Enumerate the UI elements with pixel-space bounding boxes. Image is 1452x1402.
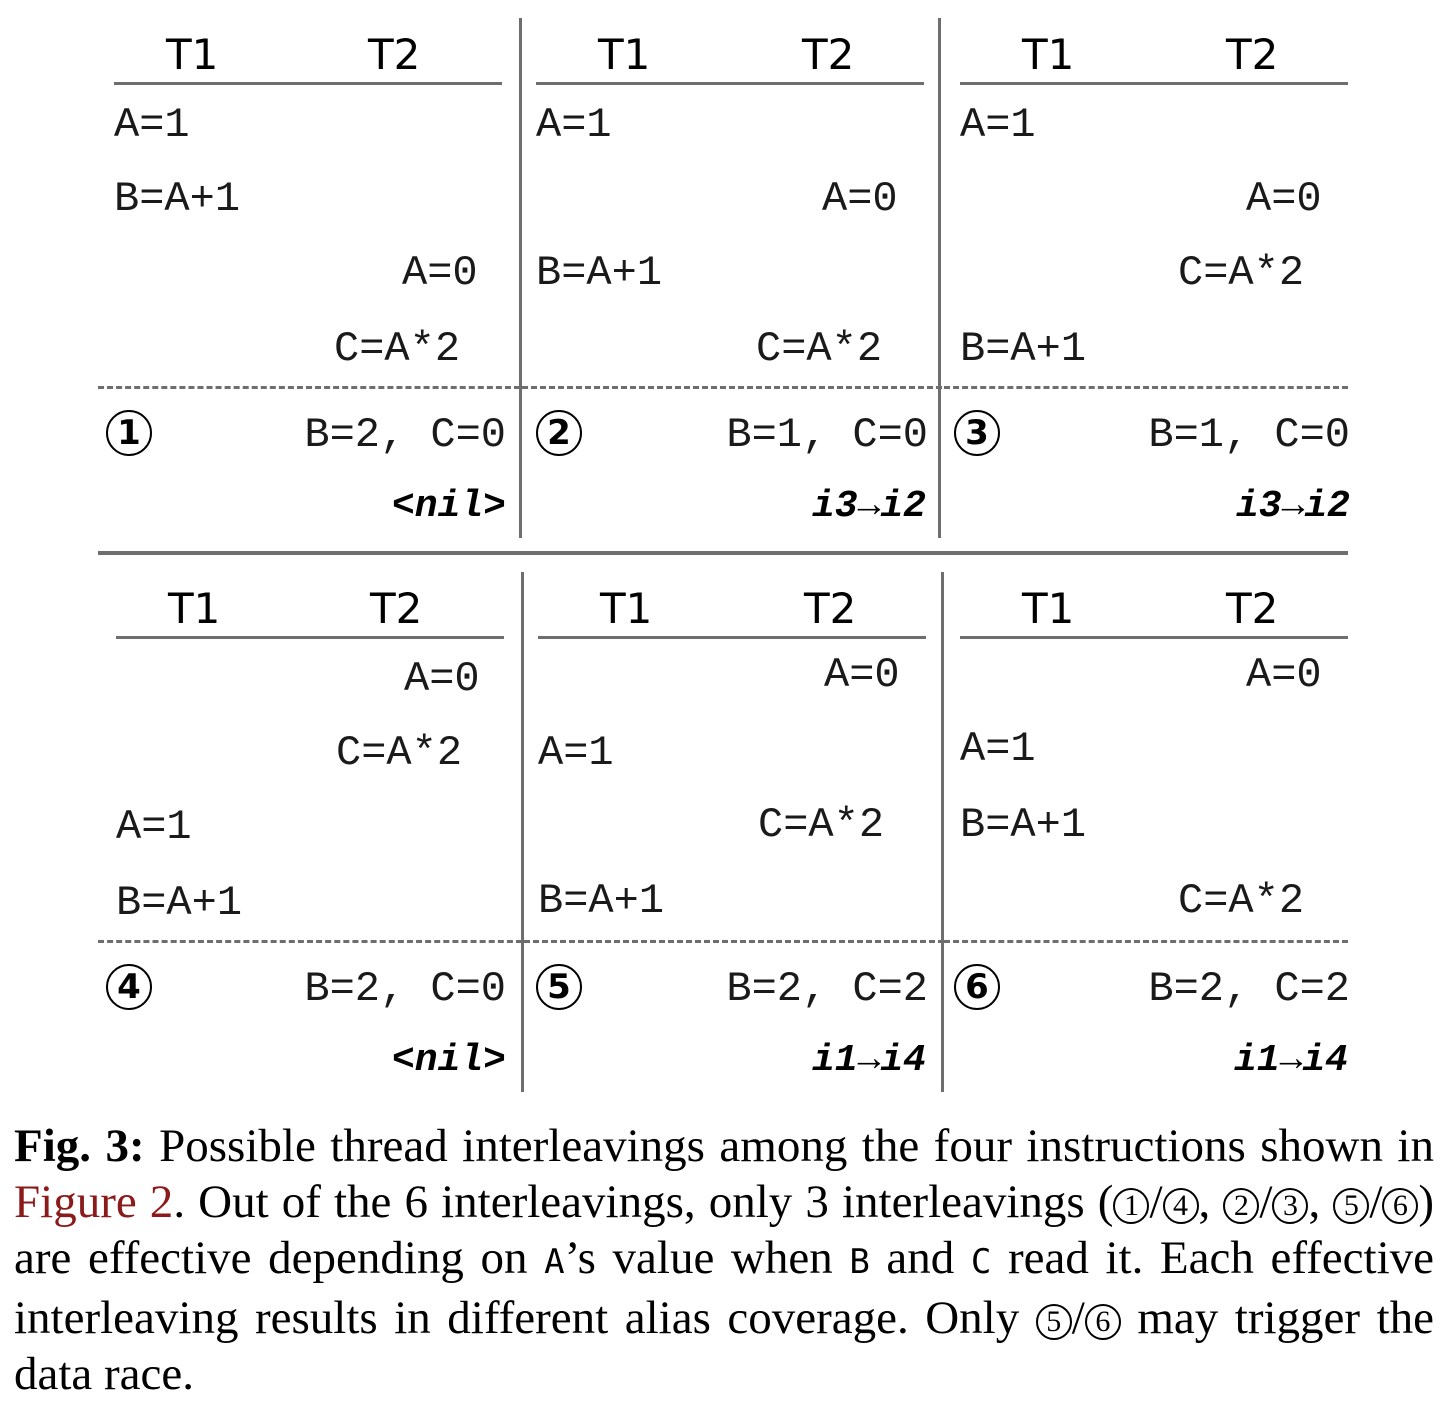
instruction: B=A+1 [960, 801, 1087, 849]
result-separator [944, 386, 1348, 389]
caption-text: Possible thread interleavings among the four instructions shown in [144, 1120, 1434, 1172]
thread-1-header: T1 [1022, 584, 1075, 633]
instruction: C=A*2 [756, 325, 883, 373]
caption-text: read it. Each effective interleaving results in different alias coverage. Only [14, 1232, 1434, 1344]
interleaving-number-3: 3 [954, 410, 1000, 456]
caption-text: and [869, 1232, 971, 1284]
figure-2-link[interactable]: Figure 2 [14, 1176, 174, 1228]
instruction: C=A*2 [1178, 249, 1305, 297]
instruction: A=1 [960, 725, 1036, 773]
row-separator [98, 551, 1348, 555]
thread-2-header: T2 [368, 30, 421, 79]
circled-number: 5 [1036, 1304, 1072, 1340]
alias-coverage: i1→i4 [811, 1039, 926, 1082]
instruction: A=0 [824, 651, 900, 699]
result-values: B=2, C=0 [304, 965, 506, 1013]
instruction: A=1 [116, 803, 192, 851]
instruction: B=A+1 [114, 175, 241, 223]
interleaving-panel-5 [524, 572, 944, 1092]
instruction: A=1 [538, 729, 614, 777]
code-variable-c: C [970, 1242, 992, 1282]
panel-header [100, 18, 520, 90]
header-rule [536, 82, 924, 85]
panel-header [102, 572, 522, 644]
thread-2-header: T2 [804, 584, 857, 633]
result-separator [98, 386, 520, 389]
panel-divider [519, 18, 522, 538]
alias-coverage: i3→i2 [811, 485, 926, 528]
instruction: C=A*2 [336, 729, 463, 777]
result-separator [524, 940, 944, 943]
thread-2-header: T2 [1226, 584, 1279, 633]
header-rule [960, 636, 1348, 639]
thread-1-header: T1 [166, 30, 219, 79]
interleaving-number-1: 1 [106, 410, 152, 456]
header-rule [116, 636, 504, 639]
header-rule [960, 82, 1348, 85]
alias-coverage: i1→i4 [1233, 1039, 1348, 1082]
panel-divider [938, 18, 941, 538]
instruction: A=0 [402, 249, 478, 297]
alias-coverage: i3→i2 [1235, 485, 1350, 528]
code-variable-a: A [544, 1242, 565, 1282]
result-values: B=2, C=2 [726, 965, 928, 1013]
result-values: B=2, C=0 [304, 411, 506, 459]
caption-label: Fig. 3: [14, 1120, 145, 1172]
panel-header [944, 572, 1364, 644]
instruction: B=A+1 [116, 879, 243, 927]
instruction: C=A*2 [758, 801, 885, 849]
panel-header [944, 18, 1364, 90]
alias-coverage: <nil> [391, 1039, 506, 1082]
interleaving-number-4: 4 [106, 964, 152, 1010]
interleaving-number-5: 5 [536, 964, 582, 1010]
caption-text: may trigger the data race. [14, 1292, 1434, 1400]
result-values: B=1, C=0 [726, 411, 928, 459]
instruction: A=0 [1246, 175, 1322, 223]
instruction: A=1 [536, 101, 612, 149]
instruction: A=0 [404, 655, 480, 703]
circled-number: 6 [1382, 1188, 1418, 1224]
circled-number: 3 [1272, 1188, 1308, 1224]
interleaving-panel-1 [100, 18, 520, 538]
instruction: B=A+1 [538, 877, 665, 925]
panel-header [524, 572, 944, 644]
caption-text: ) are effective depending on [14, 1176, 1435, 1284]
interleaving-panel-4 [102, 572, 522, 1092]
panel-divider [521, 572, 524, 1092]
interleaving-panel-3 [944, 18, 1364, 538]
circled-number: 6 [1085, 1304, 1121, 1340]
instruction: C=A*2 [1178, 877, 1305, 925]
panel-divider [941, 572, 944, 1092]
result-values: B=2, C=2 [1148, 965, 1350, 1013]
thread-1-header: T1 [168, 584, 221, 633]
figure-caption: Fig. 3: Possible thread interleavings among the four instructions shown in Figure 2. Out of the 6 interleavings, only 3 interleavings ( 1 / 4 , 2 / 3 , 5 / 6 ) are effective depending on A’s value when B and C read it. Each effective interleaving results in different alias coverage. Only 5 / 6 may trigger the data race. [14, 1120, 1435, 1400]
instruction: A=1 [114, 101, 190, 149]
panel-header [522, 18, 942, 90]
interleaving-number-6: 6 [954, 964, 1000, 1010]
interleaving-panel-2 [522, 18, 942, 538]
caption-text: ’s value when [564, 1232, 850, 1284]
circled-number: 5 [1333, 1188, 1369, 1224]
circled-number: 2 [1223, 1188, 1259, 1224]
result-separator [944, 940, 1348, 943]
result-separator [522, 386, 942, 389]
interleaving-panel-6 [944, 572, 1364, 1092]
caption-text: . Out of the 6 interleavings, only 3 interleavings ( [173, 1176, 1114, 1228]
circled-number: 1 [1113, 1188, 1149, 1224]
code-variable-b: B [849, 1242, 870, 1282]
instruction: B=A+1 [960, 325, 1087, 373]
instruction: A=0 [1246, 651, 1322, 699]
alias-coverage: <nil> [391, 485, 506, 528]
thread-2-header: T2 [1226, 30, 1279, 79]
result-values: B=1, C=0 [1148, 411, 1350, 459]
instruction: B=A+1 [536, 249, 663, 297]
interleaving-number-2: 2 [536, 410, 582, 456]
instruction: A=1 [960, 101, 1036, 149]
result-separator [98, 940, 522, 943]
thread-2-header: T2 [370, 584, 423, 633]
header-rule [114, 82, 502, 85]
instruction: A=0 [822, 175, 898, 223]
circled-number: 4 [1163, 1188, 1199, 1224]
thread-2-header: T2 [802, 30, 855, 79]
thread-1-header: T1 [598, 30, 651, 79]
thread-1-header: T1 [1022, 30, 1075, 79]
header-rule [538, 636, 926, 639]
thread-1-header: T1 [600, 584, 653, 633]
instruction: C=A*2 [334, 325, 461, 373]
